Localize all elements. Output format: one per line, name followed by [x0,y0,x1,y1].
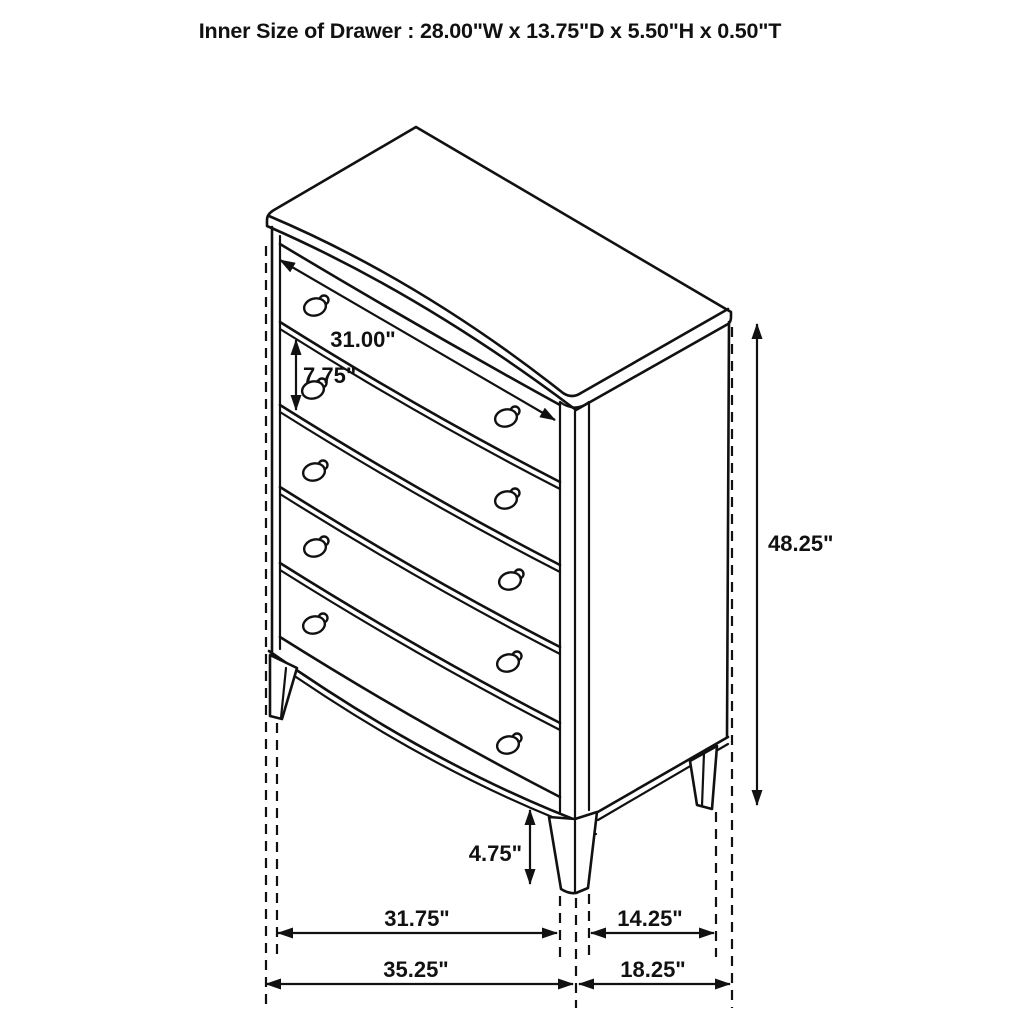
dimension-overall-height [757,324,833,805]
page-title: Inner Size of Drawer : 28.00"W x 13.75"D x 5.50"H x 0.50"T [198,19,782,43]
dimension-side-leg-span [591,906,714,933]
knob-drawer2-right [493,489,519,512]
dimension-label-35-25: 35.25" [383,957,449,982]
knob-drawer5-right [495,734,521,757]
dimension-leg-height [469,810,530,884]
front-bottom-rail [269,651,596,834]
dimension-label-18-25: 18.25" [620,957,686,982]
dimension-label-14-25: 14.25" [617,906,683,931]
dimension-overall-width [266,957,573,984]
dimension-front-leg-span [278,906,557,933]
side-panel [596,322,729,820]
dimension-label-31-00: 31.00" [330,327,396,352]
dimension-label-7-75: 7.75" [303,363,357,388]
knob-drawer4-right [495,652,521,675]
dimension-label-4-75: 4.75" [468,841,522,866]
dimension-label-31-75: 31.75" [384,906,450,931]
front-center-leg [549,812,597,893]
knob-drawer4-left [302,537,328,560]
divider-4-5-lower [280,570,560,730]
knob-drawer1-right [493,407,519,430]
left-corner-post [272,227,280,654]
dimension-label-48-25: 48.25" [768,531,834,556]
dimension-overall-depth [579,957,730,984]
knob-drawer3-left [301,461,327,484]
knob-drawer1-left [302,296,328,319]
side-panel-right-edge [727,322,729,737]
front-rail-top [269,651,594,827]
chest-drawing [266,127,732,1008]
knob-drawer3-right [497,570,523,593]
knob-drawer5-left [301,614,327,637]
front-corner-post [560,402,589,818]
